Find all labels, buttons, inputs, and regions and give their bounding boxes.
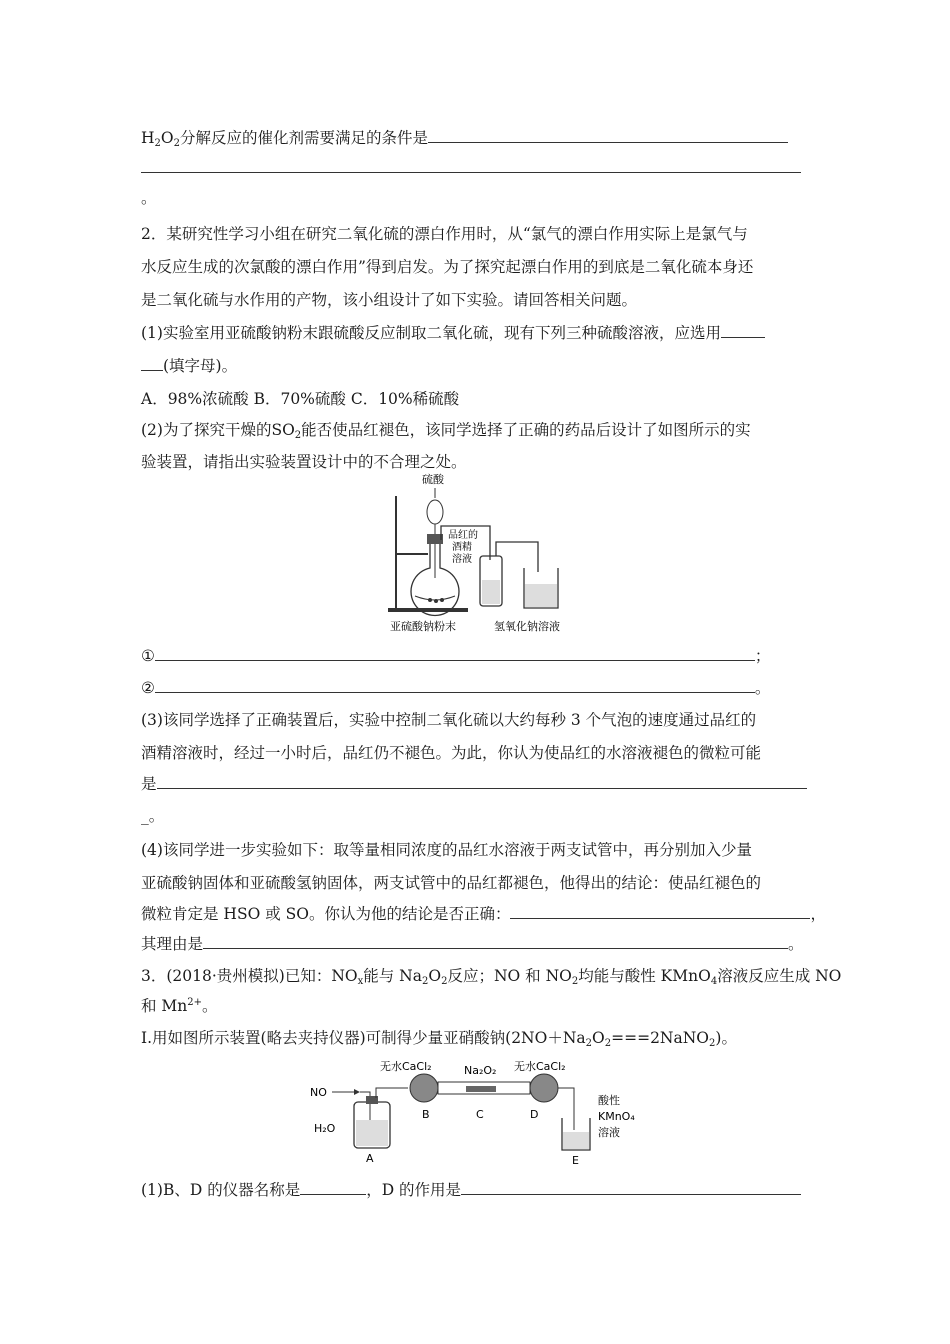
q2-intro-line: 是二氧化硫与水作用的产物，该小组设计了如下实验。请回答相关问题。 bbox=[141, 291, 638, 309]
arrow-head bbox=[354, 1089, 360, 1095]
water-a bbox=[356, 1120, 388, 1146]
label-no: NO bbox=[310, 1086, 327, 1099]
bottle-liquid bbox=[482, 580, 500, 604]
label-c: C bbox=[476, 1108, 484, 1121]
answer-blank[interactable] bbox=[141, 356, 163, 371]
answer-blank[interactable] bbox=[155, 646, 755, 661]
label-pinhong3: 溶液 bbox=[452, 554, 472, 565]
label-naoh: 氢氧化钠溶液 bbox=[494, 620, 560, 633]
q2-part1-line2: (填字母)。 bbox=[141, 356, 237, 376]
label-na2o2: Na₂O₂ bbox=[464, 1064, 497, 1077]
drying-tube-d bbox=[530, 1074, 558, 1102]
answer-blank[interactable] bbox=[155, 678, 755, 693]
na2o2-sample bbox=[466, 1086, 496, 1092]
q2-part2-line: (2)为了探究干燥的$SO_2$能否使品红褪色，该同学选择了正确的药品后设计了如图所示的实 bbox=[141, 421, 751, 441]
q2-part1-line: (1)实验室用亚硫酸钠粉末跟硫酸反应制取二氧化硫，现有下列三种硫酸溶液，应选用 bbox=[141, 323, 765, 343]
q2-part3-line: 是 bbox=[141, 774, 807, 794]
answer-line-2: ② 。 bbox=[141, 679, 771, 697]
label-a: A bbox=[366, 1152, 374, 1165]
label-b: B bbox=[422, 1108, 430, 1121]
q2-part4-line: 微粒肯定是 HSO 或 SO。你认为他的结论是否正确： ， bbox=[141, 905, 826, 923]
q1-catalyst-line: $H_2O_2$分解反应的催化剂需要满足的条件是 bbox=[141, 128, 788, 148]
label-cacl2-right: 无水CaCl₂ bbox=[514, 1060, 566, 1073]
answer-blank[interactable] bbox=[300, 1180, 366, 1195]
q2-part4-line: 亚硫酸钠固体和亚硫酸氢钠固体，两支试管中的品红都褪色，他得出的结论：使品红褪色的 bbox=[141, 874, 762, 892]
label-pinhong1: 品红的 bbox=[448, 530, 478, 541]
label-h2o: H₂O bbox=[314, 1122, 336, 1135]
answer-blank[interactable] bbox=[461, 1180, 801, 1195]
label-d: D bbox=[530, 1108, 539, 1121]
q2-part4-line: (4)该同学进一步实验如下：取等量相同浓度的品红水溶液于两支试管中，再分别加入少量 bbox=[141, 841, 752, 859]
q3-sub1-line: (1)B、D 的仪器名称是 ，D 的作用是 bbox=[141, 1180, 801, 1200]
powder-dot bbox=[434, 599, 438, 603]
q2-part3-end: _。 bbox=[141, 807, 165, 825]
label-e: E bbox=[572, 1154, 579, 1167]
kmno4-liquid bbox=[563, 1132, 589, 1149]
label-sulfite: 亚硫酸钠粉末 bbox=[390, 620, 456, 633]
answer-line-1: ① ； bbox=[141, 647, 771, 665]
label-acid-e: 酸性 bbox=[598, 1094, 620, 1107]
q2-part2-line: 验装置，请指出实验装置设计中的不合理之处。 bbox=[141, 453, 467, 471]
q3-part1-line: Ⅰ.用如图所示装置(略去夹持仪器)可制得少量亚硝酸钠$(2NO+Na_2O_2===2NaNO_2)$。 bbox=[141, 1029, 737, 1049]
label-solution: 溶液 bbox=[598, 1126, 620, 1139]
q3-line: 3．(2018·贵州模拟)已知：$NO_x$能与 $Na_2O_2$反应；NO 和 $NO_2$均能与酸性 KMnO$_4$溶液反应生成 NO bbox=[141, 967, 842, 987]
label-kmno4: KMnO₄ bbox=[598, 1110, 635, 1123]
nano2-apparatus-figure bbox=[308, 1058, 648, 1170]
answer-blank[interactable] bbox=[157, 774, 807, 789]
powder-dot bbox=[440, 598, 444, 602]
powder-dot bbox=[428, 598, 432, 602]
so2-apparatus-figure bbox=[378, 468, 578, 638]
answer-blank[interactable] bbox=[203, 934, 788, 949]
beaker-liquid bbox=[525, 584, 557, 607]
end-mark: 。 bbox=[141, 189, 157, 207]
q2-intro-line: 2．某研究性学习小组在研究二氧化硫的漂白作用时，从“氯气的漂白作用实际上是氯气与 bbox=[141, 225, 748, 243]
q2-part4-line: 其理由是 。 bbox=[141, 935, 804, 953]
label-cacl2-left: 无水CaCl₂ bbox=[380, 1060, 432, 1073]
q2-part3-line: 酒精溶液时，经过一小时后，品红仍不褪色。为此，你认为使品红的水溶液褪色的微粒可能 bbox=[141, 744, 762, 762]
q2-part3-line: (3)该同学选择了正确装置后，实验中控制二氧化硫以大约每秒 3 个气泡的速度通过品红的 bbox=[141, 711, 757, 729]
answer-blank[interactable] bbox=[721, 323, 765, 338]
label-acid: 硫酸 bbox=[422, 473, 444, 486]
tube-ab bbox=[376, 1088, 408, 1098]
answer-blank[interactable] bbox=[141, 172, 801, 173]
tube-de bbox=[558, 1088, 574, 1130]
label-pinhong2: 酒精 bbox=[452, 542, 472, 553]
drying-tube-b bbox=[410, 1074, 438, 1102]
q2-options: A．98%浓硫酸 B．70%硫酸 C．10%稀硫酸 bbox=[141, 390, 460, 408]
dropping-funnel bbox=[427, 500, 443, 524]
q3-line: 和 $Mn^{2+}$。 bbox=[141, 997, 218, 1015]
answer-blank[interactable] bbox=[510, 904, 810, 919]
stand-base bbox=[388, 608, 468, 612]
q2-intro-line: 水反应生成的次氯酸的漂白作用”得到启发。为了探究起漂白作用的到底是二氧化硫本身还 bbox=[141, 258, 754, 276]
answer-blank[interactable] bbox=[428, 128, 788, 143]
